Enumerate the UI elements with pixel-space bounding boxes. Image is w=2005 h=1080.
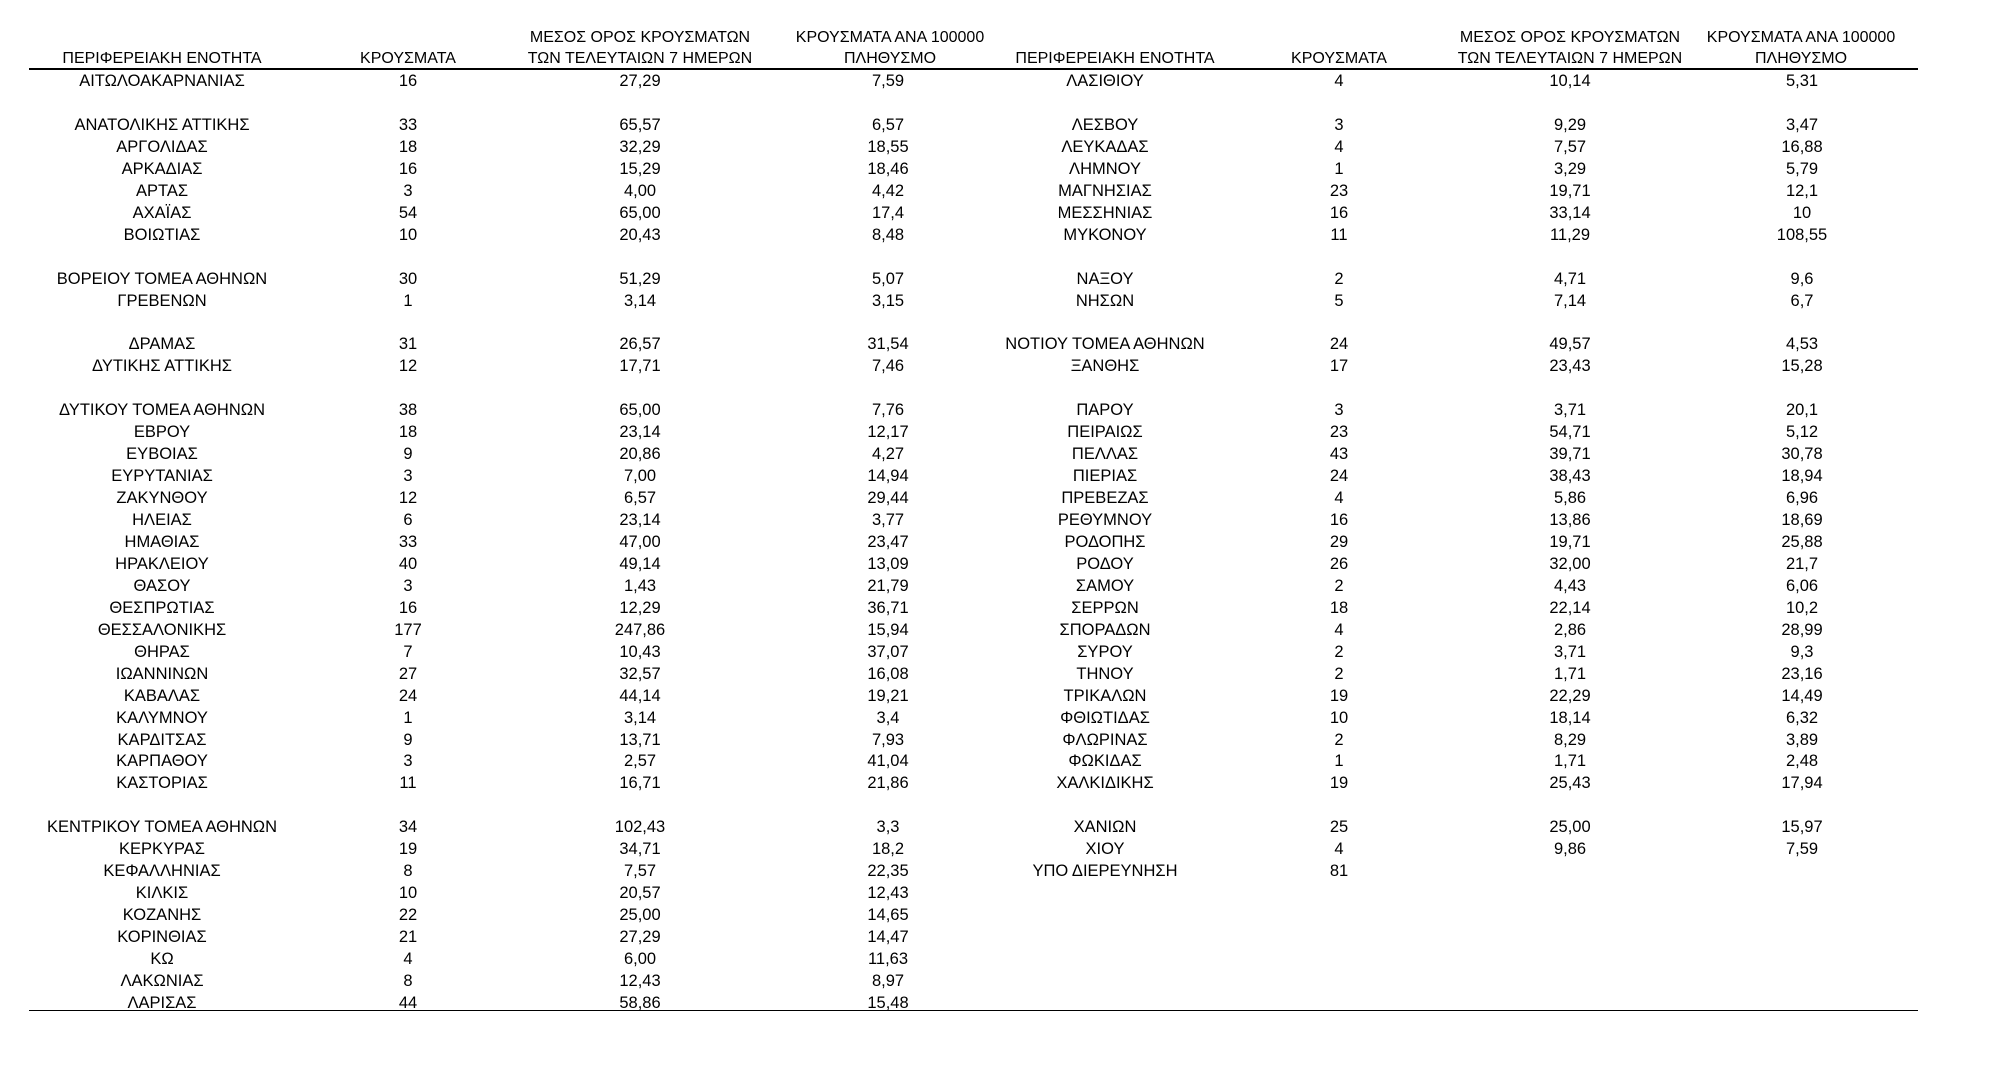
avg7-cell: 4,00 <box>623 181 657 200</box>
region-cell: ΗΡΑΚΛΕΙΟΥ <box>115 554 209 573</box>
per100k-cell: 6,96 <box>1785 489 1819 508</box>
cases-cell: 44 <box>398 993 418 1012</box>
cases-cell: 16 <box>398 159 418 178</box>
per100k-cell: 18,69 <box>1781 511 1823 529</box>
region-cell: ΧΑΛΚΙΔΙΚΗΣ <box>1056 774 1154 793</box>
cases-cell: 10 <box>1329 708 1349 727</box>
region-cell: ΜΥΚΟΝΟΥ <box>1063 225 1147 244</box>
avg7-cell: 25,43 <box>1549 774 1591 793</box>
cases-cell: 27 <box>398 664 418 683</box>
region-cell: ΡΟΔΟΥ <box>1076 554 1134 573</box>
cases-cell: 2 <box>1334 576 1344 595</box>
avg7-cell: 39,71 <box>1549 445 1591 464</box>
avg7-cell: 33,14 <box>1549 203 1591 222</box>
per100k-cell: 12,17 <box>867 423 909 442</box>
cases-cell: 3 <box>1334 401 1344 420</box>
avg7-cell: 51,29 <box>619 269 661 288</box>
region-cell: ΚΟΡΙΝΘΙΑΣ <box>117 928 207 947</box>
per100k-cell: 31,54 <box>867 335 909 354</box>
per100k-cell: 23,16 <box>1781 664 1823 683</box>
region-cell: ΘΗΡΑΣ <box>134 642 190 661</box>
region-cell: ΕΥΡΥΤΑΝΙΑΣ <box>111 467 213 486</box>
region-cell: ΠΑΡΟΥ <box>1076 401 1134 420</box>
cases-cell: 18 <box>398 423 418 442</box>
avg7-cell: 20,86 <box>619 445 661 464</box>
cases-cell: 33 <box>398 532 418 551</box>
avg7-cell: 8,29 <box>1553 730 1587 749</box>
region-cell: ΛΕΥΚΑΔΑΣ <box>1061 137 1149 156</box>
header-cases-right: ΚΡΟΥΣΜΑΤΑ <box>1291 50 1387 67</box>
region-cell: ΚΕΡΚΥΡΑΣ <box>118 840 206 859</box>
cases-cell: 10 <box>398 225 418 244</box>
per100k-cell: 3,4 <box>876 708 900 727</box>
header-rule <box>29 68 1918 70</box>
region-cell: ΑΡΤΑΣ <box>135 181 189 200</box>
per100k-cell: 11,63 <box>867 950 909 968</box>
region-cell: ΚΙΛΚΙΣ <box>135 884 189 903</box>
cases-cell: 9 <box>403 730 413 749</box>
region-cell: ΦΛΩΡΙΝΑΣ <box>1062 730 1148 749</box>
region-cell: ΚΕΦΑΛΛΗΝΙΑΣ <box>103 862 221 881</box>
cases-cell: 11 <box>1330 225 1348 244</box>
avg7-cell: 7,57 <box>1553 137 1587 156</box>
per100k-cell: 3,89 <box>1785 730 1819 749</box>
region-cell: ΛΗΜΝΟΥ <box>1069 159 1141 178</box>
region-cell: ΚΩ <box>150 950 174 968</box>
region-cell: ΛΑΣΙΘΙΟΥ <box>1066 72 1144 90</box>
cases-cell: 1 <box>1334 159 1344 178</box>
region-cell: ΒΟΙΩΤΙΑΣ <box>123 225 201 244</box>
region-cell: ΚΑΛΥΜΝΟΥ <box>116 708 208 727</box>
cases-cell: 81 <box>1329 862 1349 881</box>
per100k-cell: 14,47 <box>867 928 909 947</box>
per100k-cell: 28,99 <box>1781 620 1823 639</box>
avg7-cell: 44,14 <box>619 686 661 705</box>
region-cell: ΘΕΣΠΡΩΤΙΑΣ <box>109 598 215 617</box>
cases-cell: 30 <box>398 269 418 288</box>
per100k-cell: 23,47 <box>867 532 909 551</box>
per100k-cell: 19,21 <box>867 686 909 705</box>
per100k-cell: 22,35 <box>867 862 909 881</box>
cases-cell: 24 <box>398 686 418 705</box>
per100k-cell: 15,94 <box>867 620 909 639</box>
per100k-cell: 18,46 <box>867 159 909 178</box>
avg7-cell: 20,57 <box>619 884 661 903</box>
avg7-cell: 4,43 <box>1553 576 1587 595</box>
cases-cell: 40 <box>398 554 418 573</box>
region-cell: ΤΡΙΚΑΛΩΝ <box>1063 686 1147 705</box>
cases-cell: 19 <box>1329 774 1349 793</box>
cases-cell: 1 <box>1334 752 1344 771</box>
cases-cell: 12 <box>398 489 418 508</box>
per100k-cell: 21,79 <box>867 576 909 595</box>
avg7-cell: 23,43 <box>1549 357 1591 376</box>
avg7-cell: 16,71 <box>619 774 661 793</box>
cases-cell: 16 <box>398 598 418 617</box>
per100k-cell: 8,97 <box>871 971 905 990</box>
avg7-cell: 47,00 <box>619 532 661 551</box>
region-cell: ΑΡΚΑΔΙΑΣ <box>121 159 203 178</box>
cases-cell: 4 <box>1334 72 1344 90</box>
cases-cell: 17 <box>1329 357 1349 376</box>
avg7-cell: 9,86 <box>1553 840 1587 859</box>
region-cell: ΗΜΑΘΙΑΣ <box>124 532 200 551</box>
per100k-cell: 12,1 <box>1785 181 1819 200</box>
avg7-cell: 17,71 <box>619 357 661 376</box>
region-cell: ΕΒΡΟΥ <box>133 423 191 442</box>
cases-cell: 177 <box>394 620 422 639</box>
per100k-cell: 18,2 <box>871 840 905 859</box>
avg7-cell: 18,14 <box>1549 708 1591 727</box>
cases-cell: 6 <box>403 511 413 529</box>
avg7-cell: 2,86 <box>1553 620 1587 639</box>
avg7-cell: 58,86 <box>619 993 661 1012</box>
per100k-cell: 17,94 <box>1781 774 1823 793</box>
per100k-cell: 6,57 <box>871 115 905 134</box>
cases-cell: 4 <box>1334 137 1344 156</box>
region-cell: ΘΑΣΟΥ <box>133 576 191 595</box>
region-cell: ΝΑΞΟΥ <box>1076 269 1134 288</box>
region-cell: ΓΡΕΒΕΝΩΝ <box>117 291 207 310</box>
cases-cell: 12 <box>398 357 418 376</box>
region-cell: ΑΝΑΤΟΛΙΚΗΣ ΑΤΤΙΚΗΣ <box>74 115 250 134</box>
per100k-cell: 21,7 <box>1785 554 1819 573</box>
cases-cell: 29 <box>1329 532 1349 551</box>
region-cell: ΚΟΖΑΝΗΣ <box>122 906 202 925</box>
per100k-cell: 9,6 <box>1790 269 1814 288</box>
cases-cell: 5 <box>1334 291 1344 310</box>
header-per100k-left: ΚΡΟΥΣΜΑΤΑ ΑΝΑ 100000 ΠΛΗΘΥΣΜΟ <box>795 29 985 67</box>
avg7-cell: 54,71 <box>1549 423 1591 442</box>
per100k-cell: 3,77 <box>871 511 905 529</box>
per100k-cell: 2,48 <box>1785 752 1819 771</box>
avg7-cell: 27,29 <box>619 928 661 947</box>
avg7-cell: 3,29 <box>1553 159 1587 178</box>
cases-cell: 1 <box>403 708 413 727</box>
avg7-cell: 49,57 <box>1549 335 1591 354</box>
per100k-cell: 36,71 <box>867 598 909 617</box>
per100k-cell: 30,78 <box>1781 445 1823 464</box>
per100k-cell: 15,48 <box>867 993 909 1012</box>
region-cell: ΧΑΝΙΩΝ <box>1073 818 1137 837</box>
region-cell: ΛΑΚΩΝΙΑΣ <box>120 971 204 990</box>
region-cell: ΣΥΡΟΥ <box>1077 642 1133 661</box>
cases-cell: 11 <box>399 774 417 793</box>
per100k-cell: 37,07 <box>867 642 909 661</box>
header-cases-left: ΚΡΟΥΣΜΑΤΑ <box>360 50 456 67</box>
cases-cell: 38 <box>398 401 418 420</box>
avg7-cell: 38,43 <box>1549 467 1591 486</box>
avg7-cell: 7,57 <box>623 862 657 881</box>
per100k-cell: 16,88 <box>1781 137 1823 156</box>
avg7-cell: 65,00 <box>619 203 661 222</box>
per100k-cell: 7,76 <box>871 401 905 420</box>
region-cell: ΠΕΛΛΑΣ <box>1071 445 1139 464</box>
cases-cell: 2 <box>1334 664 1344 683</box>
region-cell: ΔΥΤΙΚΟΥ ΤΟΜΕΑ ΑΘΗΝΩΝ <box>59 401 265 420</box>
region-cell: ΕΥΒΟΙΑΣ <box>126 445 198 464</box>
per100k-cell: 9,3 <box>1790 642 1814 661</box>
region-cell: ΗΛΕΙΑΣ <box>132 511 192 529</box>
avg7-cell: 13,86 <box>1549 511 1591 529</box>
cases-cell: 2 <box>1334 730 1344 749</box>
cases-cell: 18 <box>398 137 418 156</box>
cases-cell: 2 <box>1334 642 1344 661</box>
per100k-cell: 3,47 <box>1785 115 1819 134</box>
per100k-cell: 7,46 <box>871 357 905 376</box>
avg7-cell: 26,57 <box>619 335 661 354</box>
region-cell: ΞΑΝΘΗΣ <box>1070 357 1140 376</box>
per100k-cell: 108,55 <box>1776 225 1828 244</box>
per100k-cell: 3,3 <box>876 818 900 837</box>
per100k-cell: 12,43 <box>867 884 909 903</box>
avg7-cell: 9,29 <box>1553 115 1587 134</box>
avg7-cell: 10,43 <box>619 642 661 661</box>
per100k-cell: 7,59 <box>1785 840 1819 859</box>
region-cell: ΠΡΕΒΕΖΑΣ <box>1061 489 1149 508</box>
cases-cell: 21 <box>398 928 418 947</box>
avg7-cell: 7,14 <box>1553 291 1587 310</box>
cases-cell: 10 <box>398 884 418 903</box>
per100k-cell: 41,04 <box>867 752 909 771</box>
region-cell: ΒΟΡΕΙΟΥ ΤΟΜΕΑ ΑΘΗΝΩΝ <box>56 269 268 288</box>
cases-cell: 23 <box>1329 181 1349 200</box>
avg7-cell: 1,71 <box>1553 752 1587 771</box>
cases-cell: 4 <box>1334 840 1344 859</box>
per100k-cell: 18,94 <box>1781 467 1823 486</box>
region-cell: ΝΗΣΩΝ <box>1075 291 1135 310</box>
region-cell: ΚΕΝΤΡΙΚΟΥ ΤΟΜΕΑ ΑΘΗΝΩΝ <box>46 818 278 837</box>
per100k-cell: 4,27 <box>871 445 905 464</box>
avg7-cell: 19,71 <box>1549 532 1591 551</box>
cases-cell: 3 <box>403 752 413 771</box>
per100k-cell: 5,12 <box>1785 423 1819 442</box>
region-cell: ΡΕΘΥΜΝΟΥ <box>1057 511 1153 529</box>
cases-cell: 3 <box>1334 115 1344 134</box>
cases-cell: 1 <box>403 291 413 310</box>
region-cell: ΦΩΚΙΔΑΣ <box>1068 752 1142 771</box>
avg7-cell: 10,14 <box>1549 72 1591 90</box>
avg7-cell: 4,71 <box>1553 269 1587 288</box>
per100k-cell: 14,49 <box>1781 686 1823 705</box>
header-avg7-right: ΜΕΣΟΣ ΟΡΟΣ ΚΡΟΥΣΜΑΤΩΝ ΤΩΝ ΤΕΛΕΥΤΑΙΩΝ 7 ΗΜΕΡΩΝ <box>1457 29 1683 67</box>
per100k-cell: 3,15 <box>871 291 905 310</box>
avg7-cell: 20,43 <box>619 225 661 244</box>
cases-cell: 4 <box>1334 489 1344 508</box>
per100k-cell: 6,7 <box>1790 291 1814 310</box>
avg7-cell: 27,29 <box>619 72 661 90</box>
cases-cell: 24 <box>1329 467 1349 486</box>
region-cell: ΖΑΚΥΝΘΟΥ <box>116 489 208 508</box>
avg7-cell: 6,00 <box>623 950 657 968</box>
cases-cell: 3 <box>403 181 413 200</box>
region-cell: ΣΠΟΡΑΔΩΝ <box>1059 620 1151 639</box>
cases-cell: 16 <box>398 72 418 90</box>
cases-cell: 8 <box>403 971 413 990</box>
per100k-cell: 29,44 <box>867 489 909 508</box>
region-cell: ΥΠΟ ΔΙΕΡΕΥΝΗΣΗ <box>1032 862 1178 881</box>
region-cell: ΚΑΡΔΙΤΣΑΣ <box>117 730 207 749</box>
cases-cell: 34 <box>398 818 418 837</box>
region-cell: ΑΧΑΪΑΣ <box>132 203 192 222</box>
region-cell: ΔΡΑΜΑΣ <box>128 335 196 354</box>
per100k-cell: 5,07 <box>871 269 905 288</box>
avg7-cell: 5,86 <box>1553 489 1587 508</box>
avg7-cell: 247,86 <box>614 620 666 639</box>
cases-cell: 4 <box>1334 620 1344 639</box>
header-per100k-right: ΚΡΟΥΣΜΑΤΑ ΑΝΑ 100000 ΠΛΗΘΥΣΜΟ <box>1706 29 1896 67</box>
region-cell: ΡΟΔΟΠΗΣ <box>1064 532 1146 551</box>
per100k-cell: 7,59 <box>871 72 905 90</box>
cases-cell: 23 <box>1329 423 1349 442</box>
header-avg7-left: ΜΕΣΟΣ ΟΡΟΣ ΚΡΟΥΣΜΑΤΩΝ ΤΩΝ ΤΕΛΕΥΤΑΙΩΝ 7 ΗΜΕΡΩΝ <box>527 29 753 67</box>
avg7-cell: 7,00 <box>623 467 657 486</box>
avg7-cell: 65,57 <box>619 115 661 134</box>
region-cell: ΠΕΙΡΑΙΩΣ <box>1067 423 1143 442</box>
region-cell: ΚΑΒΑΛΑΣ <box>123 686 201 705</box>
per100k-cell: 10,2 <box>1785 598 1819 617</box>
region-cell: ΑΡΓΟΛΙΔΑΣ <box>116 137 208 156</box>
region-cell: ΙΩΑΝΝΙΝΩΝ <box>115 664 209 683</box>
cases-cell: 31 <box>398 335 418 354</box>
cases-cell: 26 <box>1329 554 1349 573</box>
region-cell: ΧΙΟΥ <box>1085 840 1125 859</box>
per100k-cell: 15,28 <box>1781 357 1823 376</box>
avg7-cell: 22,29 <box>1549 686 1591 705</box>
avg7-cell: 32,29 <box>619 137 661 156</box>
avg7-cell: 22,14 <box>1549 598 1591 617</box>
region-cell: ΤΗΝΟΥ <box>1076 664 1134 683</box>
avg7-cell: 15,29 <box>619 159 661 178</box>
cases-cell: 3 <box>403 467 413 486</box>
avg7-cell: 102,43 <box>614 818 666 837</box>
per100k-cell: 21,86 <box>867 774 909 793</box>
per100k-cell: 5,79 <box>1785 159 1819 178</box>
cases-cell: 8 <box>403 862 413 881</box>
cases-cell: 43 <box>1329 445 1349 464</box>
avg7-cell: 34,71 <box>619 840 661 859</box>
avg7-cell: 25,00 <box>619 906 661 925</box>
cases-cell: 16 <box>1329 511 1349 529</box>
per100k-cell: 14,65 <box>867 906 909 925</box>
avg7-cell: 49,14 <box>619 554 661 573</box>
avg7-cell: 32,57 <box>619 664 661 683</box>
avg7-cell: 1,71 <box>1553 664 1587 683</box>
cases-cell: 3 <box>403 576 413 595</box>
region-cell: ΜΑΓΝΗΣΙΑΣ <box>1058 181 1152 200</box>
region-cell: ΣΕΡΡΩΝ <box>1071 598 1139 617</box>
per100k-cell: 10 <box>1792 203 1812 222</box>
bottom-rule <box>29 1010 1918 1011</box>
region-cell: ΚΑΣΤΟΡΙΑΣ <box>116 774 208 793</box>
per100k-cell: 17,4 <box>871 203 905 222</box>
region-cell: ΔΥΤΙΚΗΣ ΑΤΤΙΚΗΣ <box>92 357 232 376</box>
per100k-cell: 5,31 <box>1785 72 1819 90</box>
per100k-cell: 4,42 <box>871 181 905 200</box>
header-region-left: ΠΕΡΙΦΕΡΕΙΑΚΗ ΕΝΟΤΗΤΑ <box>62 50 262 67</box>
region-cell: ΝΟΤΙΟΥ ΤΟΜΕΑ ΑΘΗΝΩΝ <box>1005 335 1205 354</box>
avg7-cell: 23,14 <box>619 423 661 442</box>
cases-cell: 33 <box>398 115 418 134</box>
cases-cell: 9 <box>403 445 413 464</box>
avg7-cell: 19,71 <box>1549 181 1591 200</box>
region-cell: ΣΑΜΟΥ <box>1075 576 1135 595</box>
avg7-cell: 23,14 <box>619 511 661 529</box>
per100k-cell: 25,88 <box>1781 532 1823 551</box>
cases-cell: 22 <box>398 906 418 925</box>
avg7-cell: 12,43 <box>619 971 661 990</box>
region-cell: ΚΑΡΠΑΘΟΥ <box>116 752 208 771</box>
avg7-cell: 12,29 <box>619 598 661 617</box>
cases-cell: 16 <box>1329 203 1349 222</box>
avg7-cell: 1,43 <box>623 576 657 595</box>
per100k-cell: 8,48 <box>871 225 905 244</box>
cases-cell: 4 <box>403 950 413 968</box>
region-cell: ΛΕΣΒΟΥ <box>1071 115 1139 134</box>
avg7-cell: 25,00 <box>1549 818 1591 837</box>
region-cell: ΘΕΣΣΑΛΟΝΙΚΗΣ <box>97 620 227 639</box>
cases-cell: 18 <box>1329 598 1349 617</box>
region-cell: ΠΙΕΡΙΑΣ <box>1072 467 1138 486</box>
cases-cell: 24 <box>1329 335 1349 354</box>
region-cell: ΛΑΡΙΣΑΣ <box>127 993 197 1012</box>
cases-cell: 2 <box>1334 269 1344 288</box>
per100k-cell: 18,55 <box>867 137 909 156</box>
cases-cell: 54 <box>398 203 418 222</box>
cases-cell: 25 <box>1329 818 1349 837</box>
avg7-cell: 6,57 <box>623 489 657 508</box>
per100k-cell: 13,09 <box>867 554 909 573</box>
avg7-cell: 2,57 <box>623 752 657 771</box>
avg7-cell: 32,00 <box>1549 554 1591 573</box>
per100k-cell: 6,06 <box>1785 576 1819 595</box>
region-cell: ΦΘΙΩΤΙΔΑΣ <box>1060 708 1150 727</box>
avg7-cell: 13,71 <box>619 730 661 749</box>
per100k-cell: 14,94 <box>867 467 909 486</box>
header-region-right: ΠΕΡΙΦΕΡΕΙΑΚΗ ΕΝΟΤΗΤΑ <box>1015 50 1215 67</box>
per100k-cell: 4,53 <box>1785 335 1819 354</box>
avg7-cell: 3,71 <box>1553 642 1587 661</box>
region-cell: ΜΕΣΣΗΝΙΑΣ <box>1057 203 1153 222</box>
avg7-cell: 11,29 <box>1549 225 1591 244</box>
cases-cell: 19 <box>398 840 418 859</box>
avg7-cell: 3,71 <box>1553 401 1587 420</box>
cases-cell: 19 <box>1329 686 1349 705</box>
per100k-cell: 6,32 <box>1785 708 1819 727</box>
avg7-cell: 3,14 <box>623 291 657 310</box>
per100k-cell: 16,08 <box>867 664 909 683</box>
region-cell: ΑΙΤΩΛΟΑΚΑΡΝΑΝΙΑΣ <box>79 72 245 90</box>
per100k-cell: 15,97 <box>1781 818 1823 837</box>
cases-cell: 7 <box>403 642 413 661</box>
per100k-cell: 7,93 <box>871 730 905 749</box>
avg7-cell: 65,00 <box>619 401 661 420</box>
per100k-cell: 20,1 <box>1785 401 1819 420</box>
avg7-cell: 3,14 <box>623 708 657 727</box>
